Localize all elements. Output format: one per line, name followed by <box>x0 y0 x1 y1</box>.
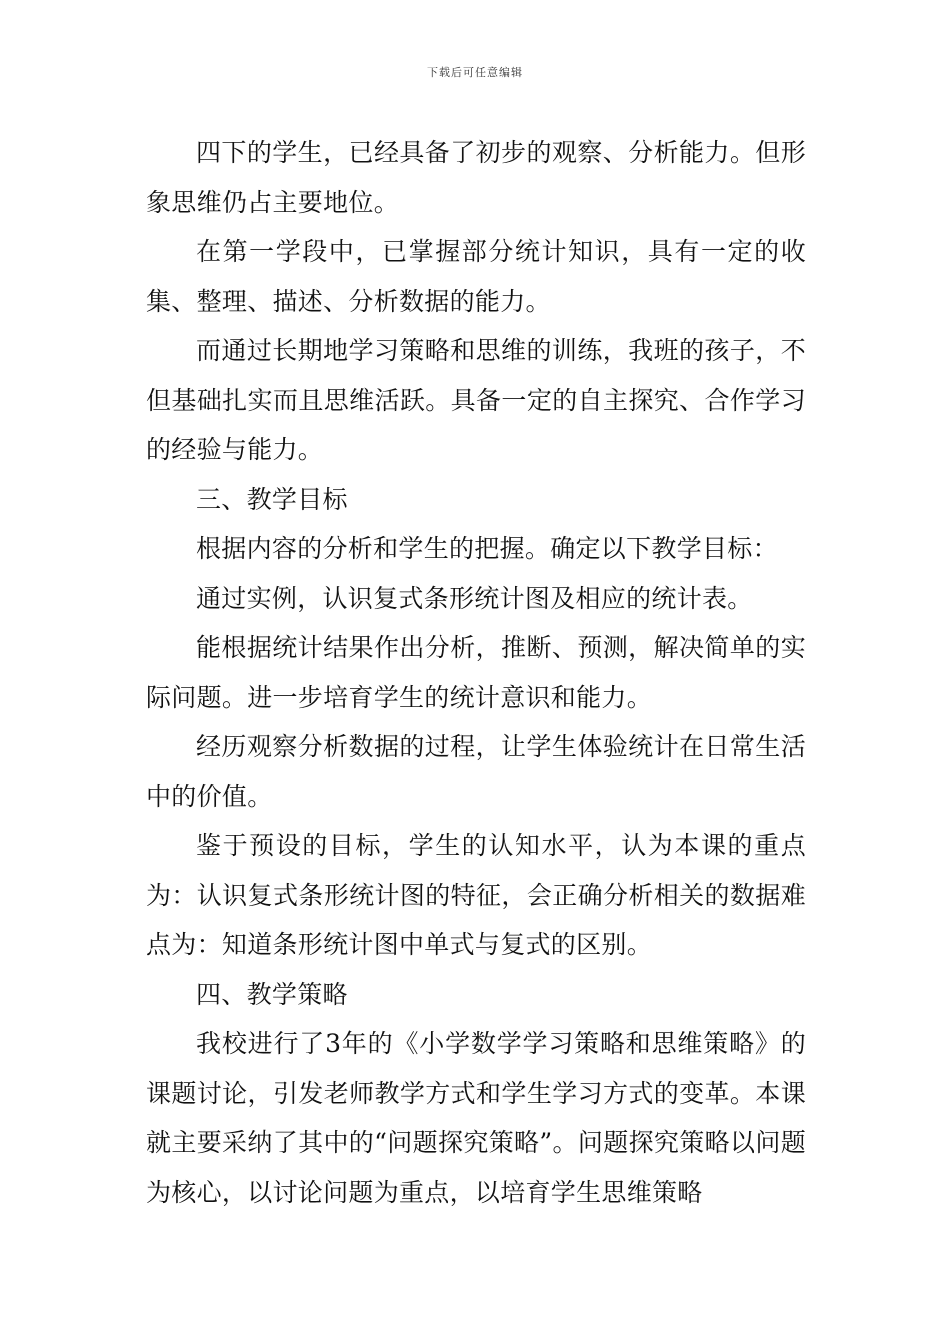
paragraph-goals-intro: 根据内容的分析和学生的把握。确定以下教学目标： <box>196 534 778 563</box>
paragraph-goal-1: 通过实例，认识复式条形统计图及相应的统计表。 <box>196 583 753 613</box>
paragraph-goal-3: 经历观察分析数据的过程，让学生体验统计在日常生活中的价值。 <box>146 732 806 811</box>
paragraph-strategy: 我校进行了3年的《小学数学学习策略和思维策略》的课题讨论，引发老师教学方式和学生学习方式的变革。本课就主要采纳了其中的“问题探究策略”。问题探究策略以问题为核心，以讨论问题为重点，以培育学生思维策略 <box>146 1029 806 1207</box>
page-header-note: 下载后可任意编辑 <box>427 66 523 79</box>
paragraph-prior-knowledge: 在第一学段中，已掌握部分统计知识，具有一定的收集、整理、描述、分析数据的能力。 <box>146 237 806 316</box>
section-heading-teaching-goals: 三、教学目标 <box>196 484 348 514</box>
paragraph-student-ability: 四下的学生，已经具备了初步的观察、分析能力。但形象思维仍占主要地位。 <box>146 138 806 217</box>
paragraph-key-points: 鉴于预设的目标，学生的认知水平，认为本课的重点为：认识复式条形统计图的特征，会正确分析相关的数据难点为：知道条形统计图中单式与复式的区别。 <box>146 831 806 959</box>
document-body <box>146 128 806 1217</box>
paragraph-goal-2: 能根据统计结果作出分析，推断、预测，解决简单的实际问题。进一步培育学生的统计意识和能力。 <box>146 633 806 712</box>
section-heading-teaching-strategy: 四、教学策略 <box>196 979 348 1009</box>
paragraph-class-training: 而通过长期地学习策略和思维的训练，我班的孩子，不但基础扎实而且思维活跃。具备一定的自主探究、合作学习的经验与能力。 <box>146 336 806 464</box>
